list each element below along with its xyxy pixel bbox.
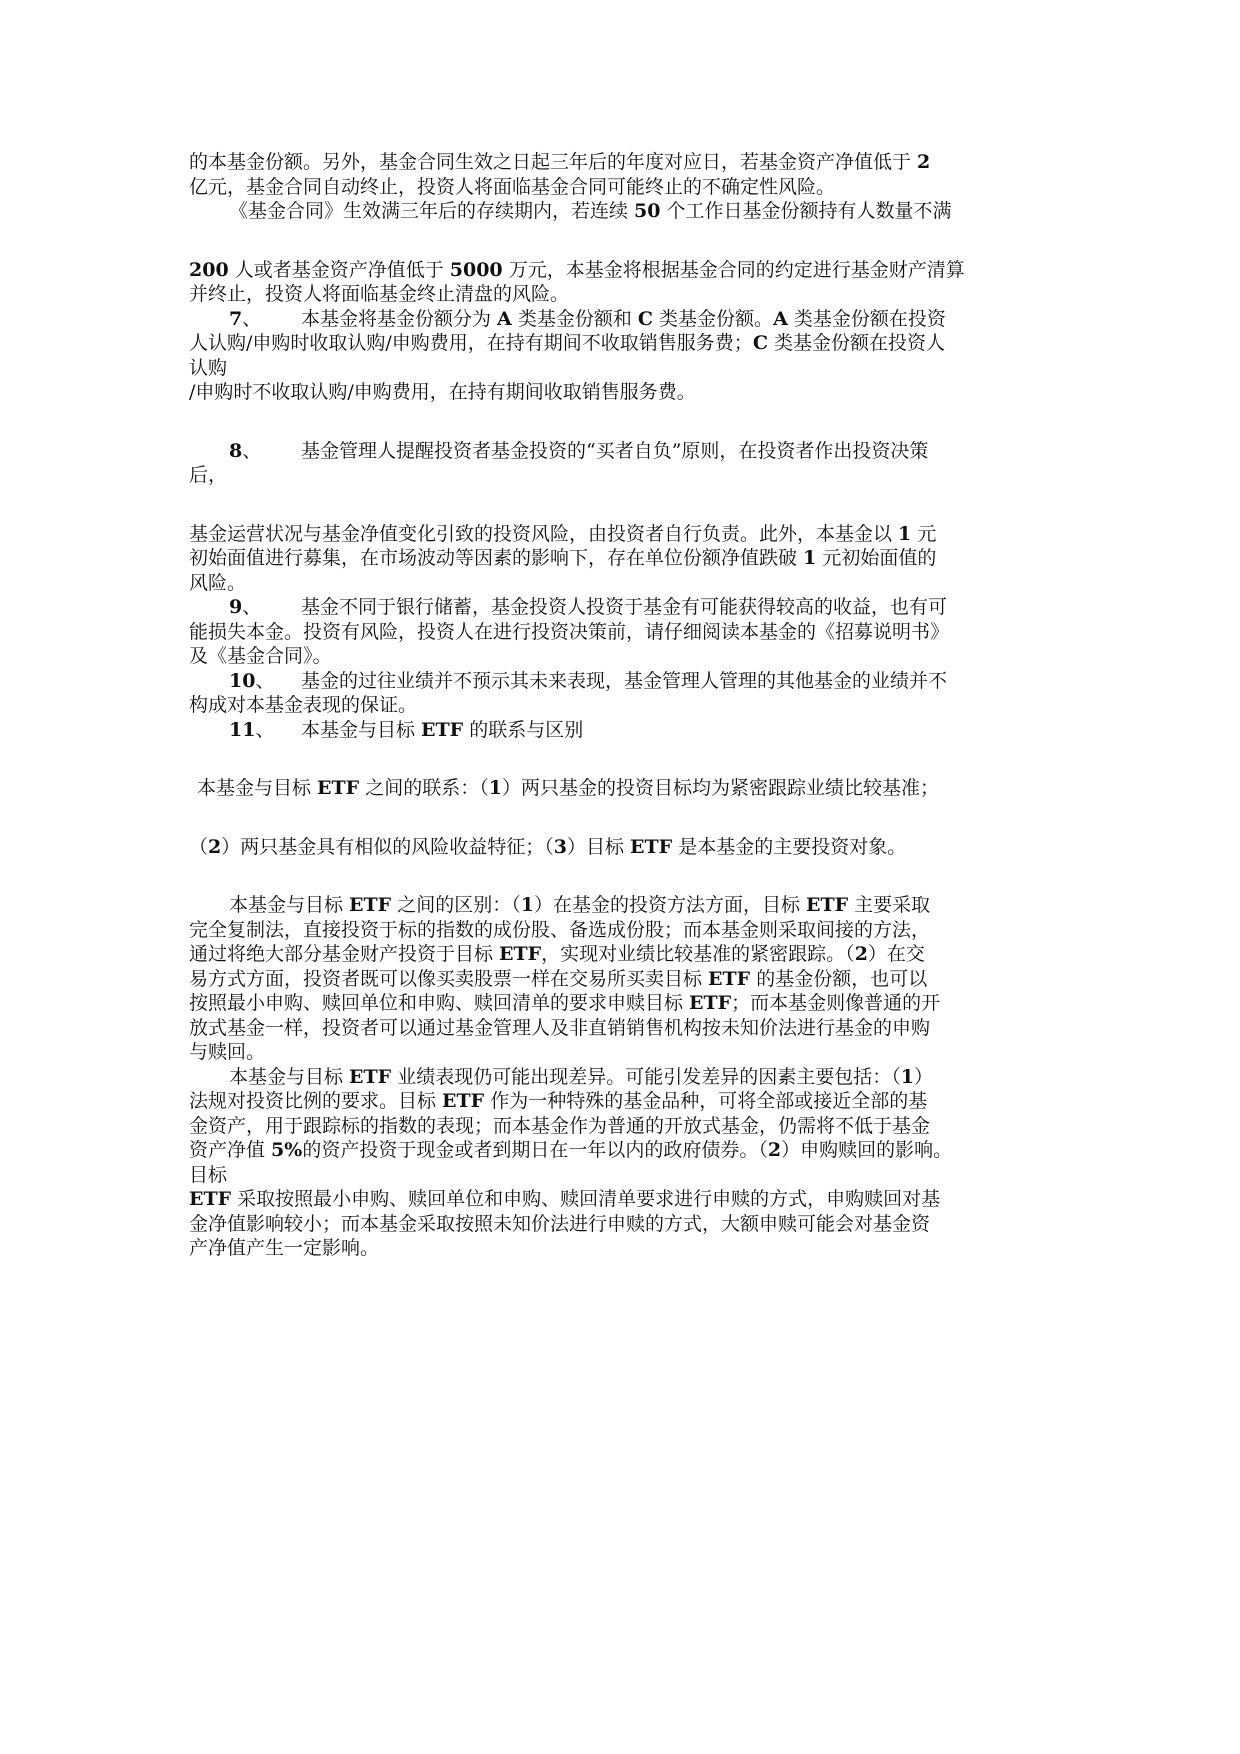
text-line: ETF 采取按照最小申购、赎回单位和申购、赎回清单要求进行申赎的方式，申购赎回对基 xyxy=(189,1188,941,1210)
item-number: 10、 xyxy=(229,669,275,692)
text-line: 金资产，用于跟踪标的指数的表现；而本基金作为普通的开放式基金，仍需将不低于基金 xyxy=(189,1114,931,1137)
list-item-8 xyxy=(189,439,1055,464)
text-line: 本基金将基金份额分为 A 类基金份额和 C 类基金份额。A 类基金份额在投资 xyxy=(301,307,946,330)
text-line: 基金的过往业绩并不预示其未来表现，基金管理人管理的其他基金的业绩并不 xyxy=(301,669,948,692)
text-line: /申购时不收取认购/申购费用，在持有期间收取销售服务费。 xyxy=(189,381,696,403)
text-line: 完全复制法，直接投资于标的指数的成份股、备选成份股；而本基金则采取间接的方法， xyxy=(189,918,931,941)
list-item-11 xyxy=(189,718,1055,743)
text-line: 与赎回。 xyxy=(189,1041,266,1063)
text-line: 产净值产生一定影响。 xyxy=(189,1237,380,1259)
text-line: 目标 xyxy=(189,1163,228,1186)
document-page xyxy=(189,150,1055,1261)
text-line: 及《基金合同》。 xyxy=(189,645,332,667)
item-number: 7、 xyxy=(229,307,262,330)
text-line: 风险。 xyxy=(189,571,247,594)
text-line: 构成对本基金表现的保证。 xyxy=(189,694,418,716)
item-number: 11、 xyxy=(229,718,275,741)
text-line: 金净值影响较小；而本基金采取按照未知价法进行申赎的方式，大额申赎可能会对基金资 xyxy=(189,1212,931,1235)
text-line: 人认购/申购时收取认购/申购费用，在持有期间不收取销售服务费；C 类基金份额在投资人 xyxy=(189,332,945,354)
text-line: 通过将绝大部分基金财产投资于目标 ETF，实现对业绩比较基准的紧密跟踪。（2）在交 xyxy=(189,943,925,965)
text-line: 本基金与目标 ETF 之间的区别：（1）在基金的投资方法方面，目标 ETF 主要采取 xyxy=(229,894,931,916)
list-item-10 xyxy=(189,669,1055,694)
text-line: （2）两只基金具有相似的风险收益特征；（3）目标 ETF 是本基金的主要投资对象。 xyxy=(189,835,907,858)
text-line: 放式基金一样，投资者可以通过基金管理人及非直销销售机构按未知价法进行基金的申购 xyxy=(189,1016,931,1039)
list-item-7 xyxy=(189,307,1055,332)
item-number: 8、 xyxy=(229,439,262,462)
text-line: 认购 xyxy=(189,356,228,379)
text-line: 的本基金份额。另外，基金合同生效之日起三年后的年度对应日，若基金资产净值低于 2 xyxy=(189,151,931,173)
text-line: 本基金与目标 ETF 业绩表现仍可能出现差异。可能引发差异的因素主要包括：（1） xyxy=(229,1065,933,1088)
text-line: 法规对投资比例的要求。目标 ETF 作为一种特殊的基金品种，可将全部或接近全部的基 xyxy=(189,1090,928,1112)
text-line: 后， xyxy=(189,464,228,486)
text-line: 基金管理人提醒投资者基金投资的“买者自负”原则，在投资者作出投资决策 xyxy=(301,439,929,462)
section-heading: 本基金与目标 ETF 的联系与区别 xyxy=(301,718,584,741)
text-line: 亿元，基金合同自动终止，投资人将面临基金合同可能终止的不确定性风险。 xyxy=(189,175,836,198)
item-number: 9、 xyxy=(229,596,262,618)
text-line: 基金运营状况与基金净值变化引致的投资风险，由投资者自行负责。此外，本基金以 1 元 xyxy=(189,522,937,545)
list-item-9 xyxy=(189,595,1055,620)
text-line: 按照最小申购、赎回单位和申购、赎回清单的要求申赎目标 ETF；而本基金则像普通的开 xyxy=(189,992,941,1014)
text-line: 基金不同于银行储蓄，基金投资人投资于基金有可能获得较高的收益，也有可 xyxy=(301,596,948,618)
text-line: 《基金合同》生效满三年后的存续期内，若连续 50 个工作日基金份额持有人数量不满 xyxy=(229,200,952,222)
text-line: 本基金与目标 ETF 之间的联系：（1）两只基金的投资目标均为紧密跟踪业绩比较基准； xyxy=(197,777,939,799)
text-line: 200 人或者基金资产净值低于 5000 万元，本基金将根据基金合同的约定进行基金财产清算 xyxy=(189,258,965,281)
text-line: 并终止，投资人将面临基金终止清盘的风险。 xyxy=(189,283,570,305)
text-line: 初始面值进行募集，在市场波动等因素的影响下，存在单位份额净值跌破 1 元初始面值的 xyxy=(189,547,937,569)
text-line: 易方式方面，投资者既可以像买卖股票一样在交易所买卖目标 ETF 的基金份额，也可以 xyxy=(189,967,928,990)
text-line: 能损失本金。投资有风险，投资人在进行投资决策前，请仔细阅读本基金的《招募说明书》 xyxy=(189,620,950,643)
text-line: 资产净值 5%的资产投资于现金或者到期日在一年以内的政府债券。（2）申购赎回的影响。 xyxy=(189,1139,953,1161)
